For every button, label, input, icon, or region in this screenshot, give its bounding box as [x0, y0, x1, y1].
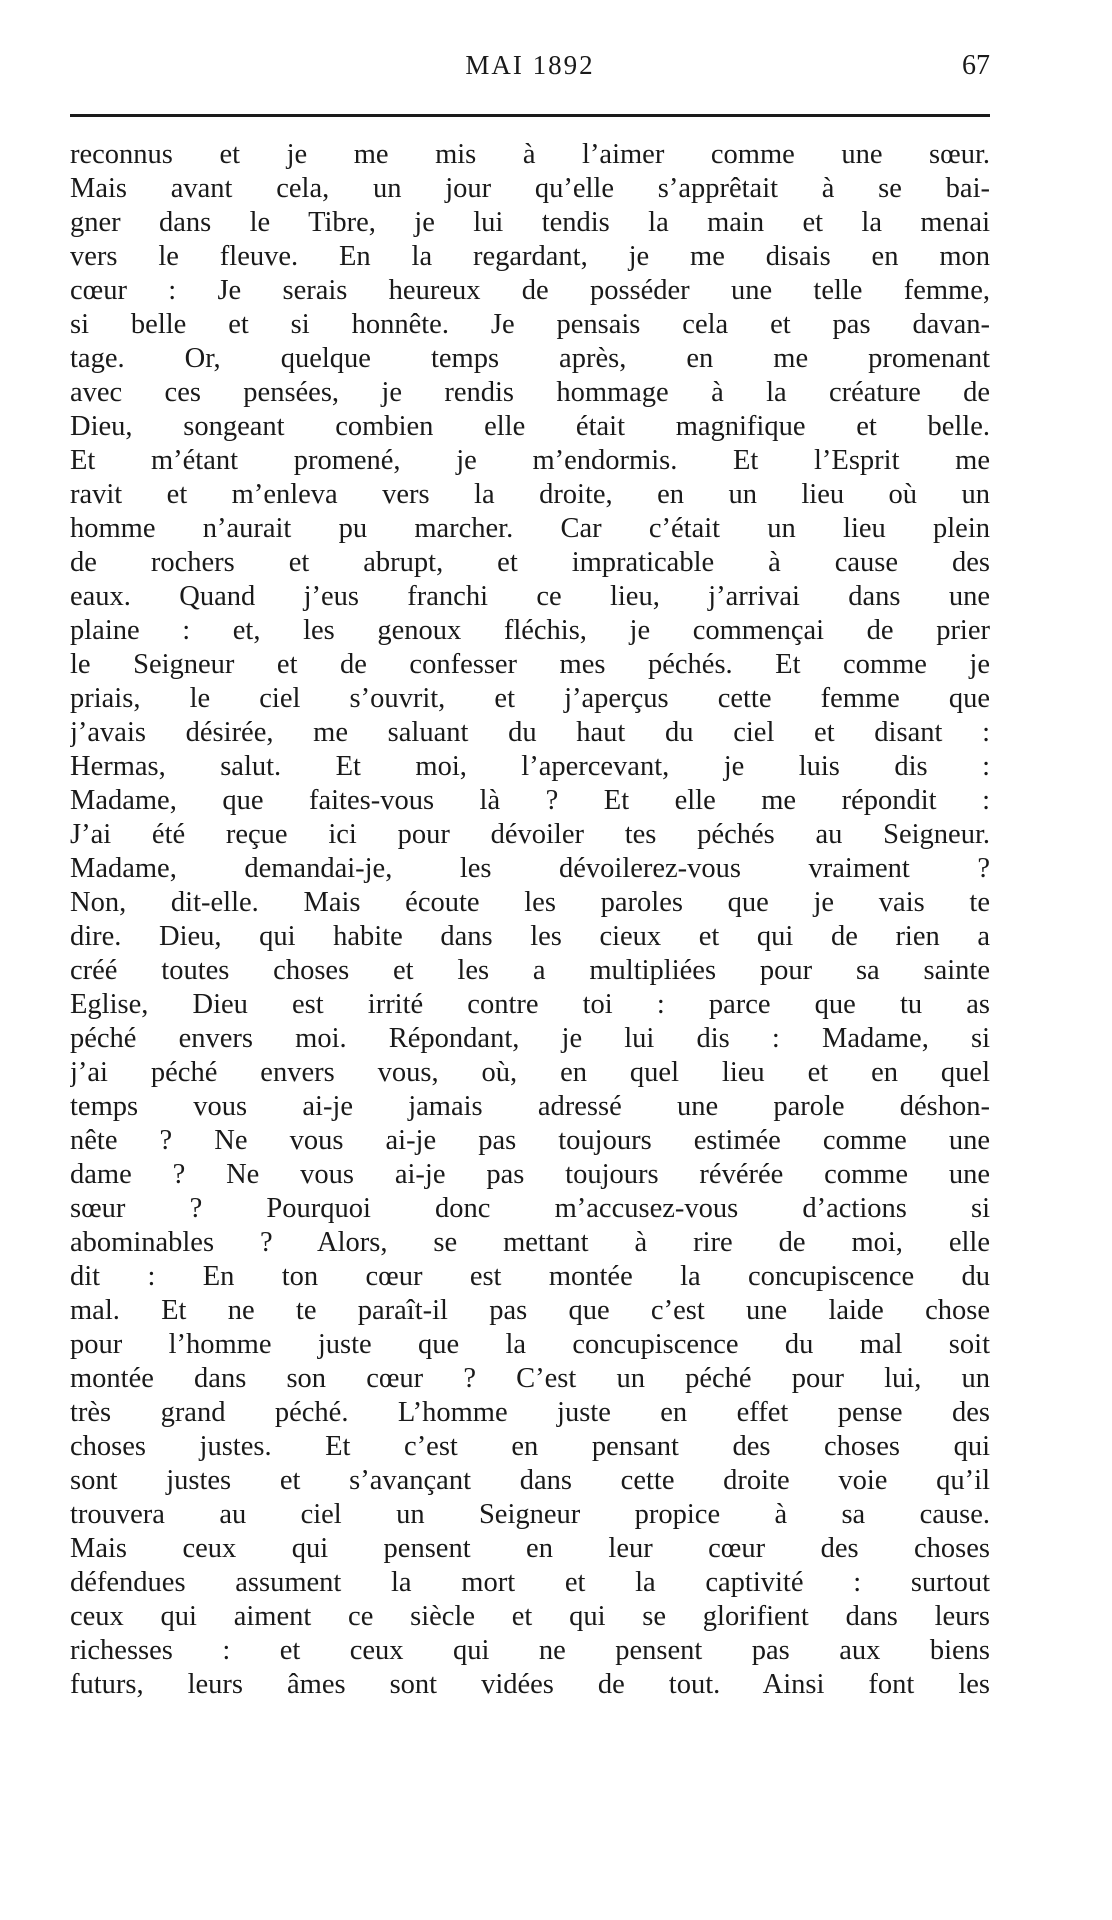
- text-line: défendues assument la mort et la captivité : surtout: [70, 1567, 990, 1598]
- text-line: dame ? Ne vous ai-je pas toujours révérée comme une: [70, 1159, 990, 1190]
- text-line: plaine : et, les genoux fléchis, je commençai de prier: [70, 615, 990, 646]
- text-line: J’ai été reçue ici pour dévoiler tes péchés au Seigneur.: [70, 819, 990, 850]
- text-line: homme n’aurait pu marcher. Car c’était un lieu plein: [70, 513, 990, 544]
- text-line: j’avais désirée, me saluant du haut du ciel et disant :: [70, 717, 990, 748]
- text-line: Et m’étant promené, je m’endormis. Et l’Esprit me: [70, 445, 990, 476]
- text-line: richesses : et ceux qui ne pensent pas aux biens: [70, 1635, 990, 1666]
- text-line: cœur : Je serais heureux de posséder une telle femme,: [70, 275, 990, 306]
- text-line: Non, dit-elle. Mais écoute les paroles que je vais te: [70, 887, 990, 918]
- text-line: Mais avant cela, un jour qu’elle s’apprêtait à se bai-: [70, 173, 990, 204]
- text-line: dit : En ton cœur est montée la concupiscence du: [70, 1261, 990, 1292]
- text-line: trouvera au ciel un Seigneur propice à sa cause.: [70, 1499, 990, 1530]
- text-line: pour l’homme juste que la concupiscence du mal soit: [70, 1329, 990, 1360]
- text-line: priais, le ciel s’ouvrit, et j’aperçus cette femme que: [70, 683, 990, 714]
- text-line: eaux. Quand j’eus franchi ce lieu, j’arrivai dans une: [70, 581, 990, 612]
- text-line: choses justes. Et c’est en pensant des choses qui: [70, 1431, 990, 1462]
- text-line: Dieu, songeant combien elle était magnifique et belle.: [70, 411, 990, 442]
- text-line: montée dans son cœur ? C’est un péché pour lui, un: [70, 1363, 990, 1394]
- text-line: futurs, leurs âmes sont vidées de tout. Ainsi font les: [70, 1669, 990, 1700]
- text-line: péché envers moi. Répondant, je lui dis : Madame, si: [70, 1023, 990, 1054]
- text-line: de rochers et abrupt, et impraticable à cause des: [70, 547, 990, 578]
- text-line: nête ? Ne vous ai-je pas toujours estimée comme une: [70, 1125, 990, 1156]
- page-header: [70, 44, 990, 94]
- text-line: sœur ? Pourquoi donc m’accusez-vous d’actions si: [70, 1193, 990, 1224]
- body-text: [70, 138, 990, 1702]
- text-line: vers le fleuve. En la regardant, je me disais en mon: [70, 241, 990, 272]
- text-line: abominables ? Alors, se mettant à rire de moi, elle: [70, 1227, 990, 1258]
- text-line: Hermas, salut. Et moi, l’apercevant, je luis dis :: [70, 751, 990, 782]
- text-line: sont justes et s’avançant dans cette droite voie qu’il: [70, 1465, 990, 1496]
- text-line: si belle et si honnête. Je pensais cela et pas davan-: [70, 309, 990, 340]
- text-line: le Seigneur et de confesser mes péchés. Et comme je: [70, 649, 990, 680]
- header-rule: [70, 114, 990, 117]
- text-line: gner dans le Tibre, je lui tendis la main et la menai: [70, 207, 990, 238]
- text-line: très grand péché. L’homme juste en effet pense des: [70, 1397, 990, 1428]
- page-number: 67: [962, 50, 990, 81]
- text-line: Mais ceux qui pensent en leur cœur des choses: [70, 1533, 990, 1564]
- text-line: Madame, demandai-je, les dévoilerez-vous vraiment ?: [70, 853, 990, 884]
- text-line: reconnus et je me mis à l’aimer comme une sœur.: [70, 139, 990, 170]
- running-title: MAI 1892: [465, 50, 595, 80]
- text-line: dire. Dieu, qui habite dans les cieux et qui de rien a: [70, 921, 990, 952]
- text-line: mal. Et ne te paraît-il pas que c’est une laide chose: [70, 1295, 990, 1326]
- text-line: temps vous ai-je jamais adressé une parole déshon-: [70, 1091, 990, 1122]
- text-line: Madame, que faites-vous là ? Et elle me répondit :: [70, 785, 990, 816]
- text-line: tage. Or, quelque temps après, en me promenant: [70, 343, 990, 374]
- text-line: j’ai péché envers vous, où, en quel lieu et en quel: [70, 1057, 990, 1088]
- text-line: créé toutes choses et les a multipliées pour sa sainte: [70, 955, 990, 986]
- text-line: Eglise, Dieu est irrité contre toi : parce que tu as: [70, 989, 990, 1020]
- text-line: avec ces pensées, je rendis hommage à la créature de: [70, 377, 990, 408]
- text-line: ravit et m’enleva vers la droite, en un lieu où un: [70, 479, 990, 510]
- text-line: ceux qui aiment ce siècle et qui se glorifient dans leurs: [70, 1601, 990, 1632]
